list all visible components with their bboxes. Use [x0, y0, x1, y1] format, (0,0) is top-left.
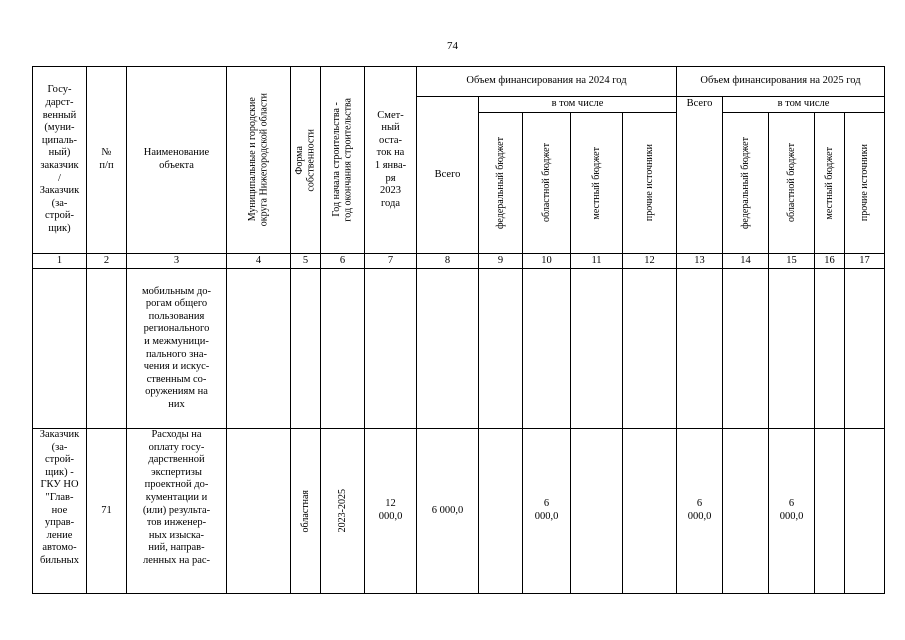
cell-regional-2025: 6 000,0	[769, 429, 815, 594]
column-number-row	[33, 254, 885, 269]
header-federal-2025: федеральный бюджет	[723, 113, 769, 254]
table-row	[33, 429, 885, 594]
header-regional-2024: областной бюджет	[523, 113, 571, 254]
cell-federal-2025	[723, 429, 769, 594]
cell-estimate: 12 000,0	[365, 429, 417, 594]
header-ownership	[291, 67, 321, 254]
column-number: 3	[127, 254, 227, 269]
cell-district	[227, 429, 291, 594]
cell-num: 71	[87, 429, 127, 594]
header-district	[227, 67, 291, 254]
header-estimate: Смет- ный оста- ток на 1 янва- ря 2023 года	[365, 67, 417, 254]
column-number: 5	[291, 254, 321, 269]
cell-total-2025: 6 000,0	[677, 429, 723, 594]
header-fin-2025: Объем финансирования на 2025 год	[677, 67, 885, 97]
header-other-2025: прочие источники	[845, 113, 885, 254]
header-district-text: Муниципальные и городские округа Нижегородской области	[247, 93, 270, 227]
column-number: 15	[769, 254, 815, 269]
header-incl-2025: в том числе	[723, 97, 885, 113]
cell-regional-2024: 6 000,0	[523, 429, 571, 594]
cell-years-text: 2023-2025	[336, 489, 348, 533]
header-customer: Госу- дарст- венный (муни- ципаль- ный) заказчик / Заказчик (за- строй- щик)	[33, 67, 87, 254]
table-row	[33, 269, 885, 429]
header-incl-2024: в том числе	[479, 97, 677, 113]
column-number: 2	[87, 254, 127, 269]
header-years	[321, 67, 365, 254]
column-number: 16	[815, 254, 845, 269]
cell-regional-2024	[523, 269, 571, 429]
header-regional-2025: областной бюджет	[769, 113, 815, 254]
header-federal-2024: федеральный бюджет	[479, 113, 523, 254]
column-number: 9	[479, 254, 523, 269]
header-local-2024: местный бюджет	[571, 113, 623, 254]
column-number: 4	[227, 254, 291, 269]
header-object-name: Наименование объекта	[127, 67, 227, 254]
header-ownership-text: Форма собственности	[294, 128, 317, 192]
column-number: 1	[33, 254, 87, 269]
cell-local-2024	[571, 429, 623, 594]
cell-district	[227, 269, 291, 429]
column-number: 14	[723, 254, 769, 269]
column-number: 7	[365, 254, 417, 269]
cell-federal-2025	[723, 269, 769, 429]
page-number: 74	[447, 40, 458, 52]
cell-total-2025	[677, 269, 723, 429]
cell-other-2025	[845, 269, 885, 429]
cell-local-2024	[571, 269, 623, 429]
column-number: 6	[321, 254, 365, 269]
cell-years	[321, 429, 365, 594]
column-number: 10	[523, 254, 571, 269]
cell-estimate	[365, 269, 417, 429]
financing-table	[32, 66, 885, 594]
cell-other-2025	[845, 429, 885, 594]
cell-regional-2025	[769, 269, 815, 429]
header-local-2025: местный бюджет	[815, 113, 845, 254]
cell-object-name: Расходы на оплату госу- дарственной экспертизы проектной до- кументации и (или) результа- тов инженер- ных изыска- ний, направ- ленных на рас-	[127, 429, 227, 594]
cell-customer: Заказчик (за- строй- щик) - ГКУ НО "Глав- ное управ- ление автомо- бильных	[33, 429, 87, 594]
column-number: 13	[677, 254, 723, 269]
cell-ownership-text: областная	[299, 489, 311, 533]
header-row-1	[33, 67, 885, 97]
cell-other-2024	[623, 269, 677, 429]
cell-total-2024: 6 000,0	[417, 429, 479, 594]
cell-local-2025	[815, 429, 845, 594]
cell-ownership	[291, 269, 321, 429]
cell-local-2025	[815, 269, 845, 429]
cell-years	[321, 269, 365, 429]
cell-total-2024	[417, 269, 479, 429]
cell-federal-2024	[479, 429, 523, 594]
header-num: № п/п	[87, 67, 127, 254]
cell-federal-2024	[479, 269, 523, 429]
cell-object-name: мобильным до- рогам общего пользования регионального и межмуници- пального зна- чения и искус- ственным со- оружениям на них	[127, 269, 227, 429]
header-total-2024: Всего	[417, 97, 479, 254]
header-fin-2024: Объем финансирования на 2024 год	[417, 67, 677, 97]
column-number: 12	[623, 254, 677, 269]
column-number: 8	[417, 254, 479, 269]
cell-other-2024	[623, 429, 677, 594]
cell-ownership	[291, 429, 321, 594]
cell-num	[87, 269, 127, 429]
cell-customer	[33, 269, 87, 429]
header-years-text: Год начала строительства - год окончания строительства	[331, 98, 354, 222]
header-other-2024: прочие источники	[623, 113, 677, 254]
column-number: 17	[845, 254, 885, 269]
header-total-2025: Всего	[677, 97, 723, 254]
column-number: 11	[571, 254, 623, 269]
